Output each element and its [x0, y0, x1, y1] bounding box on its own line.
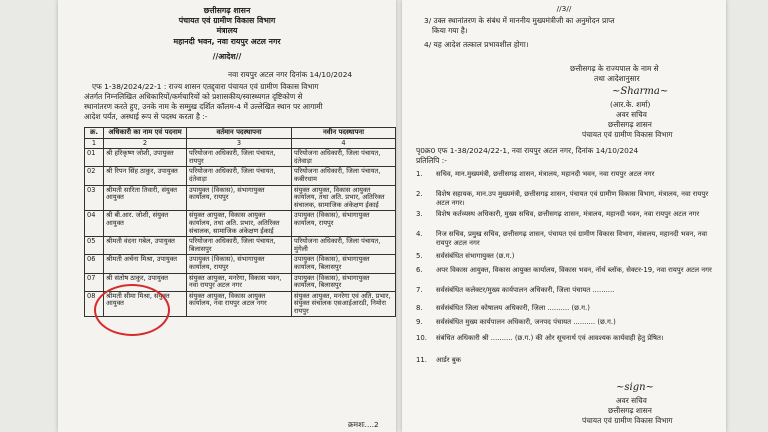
order-paragraph-line: आदेश पर्यंत, अस्थाई रूप से पदस्थ करता है :- [84, 112, 208, 121]
list-item-no: 4. [416, 230, 423, 238]
list-item-no: 6. [416, 266, 423, 274]
bottom-signatory-title: अवर सचिव [616, 396, 647, 405]
row-no: 05 [85, 237, 104, 255]
copy-to-label: प्रतिलिपि :- [416, 156, 447, 165]
header-govt: छत्तीसगढ़ शासन [203, 6, 251, 15]
approval-line: 3/ उक्त स्थानांतरण के संबंध में माननीय मुख्यमंत्रीजी का अनुमोदन प्राप्त [424, 16, 615, 25]
signatory-dept: पंचायत एवं ग्रामीण विकास विभाग [582, 130, 673, 139]
row-no: 07 [85, 273, 104, 291]
row-name: श्री हरिकृष्ण जोशी, उपायुक्त [104, 149, 187, 167]
row-name: श्रीमती अर्चना मिश्रा, उपायुक्त [104, 255, 187, 273]
order-number: एफ 1-38/2024/22-1 : राज्य शासन एतद्द्वारा पंचायत एवं ग्रामीण विकास विभाग [92, 82, 319, 91]
list-item: सर्वसंबंधित जिला कोषालय अधिकारी, जिला .......... (छ.ग.) [436, 304, 590, 312]
row-current: उपायुक्त (विकास), संभागायुक्त कार्यालय, रायपुर [187, 185, 292, 211]
endorsement-number: पृ0क्र0 एफ 1-38/2024/22-1, नवा रायपुर अटल नगर, दिनांक 14/10/2024 [416, 146, 639, 155]
bottom-signatory-dept: पंचायत एवं ग्रामीण विकास विभाग [582, 416, 673, 425]
row-new: उपायुक्त (विकास), संभागायुक्त कार्यालय, रायपुर [292, 211, 396, 237]
row-new: उपायुक्त (विकास), संभागायुक्त कार्यालय, बिलासपुर [292, 273, 396, 291]
signature-mark: ~sign~ [616, 382, 654, 393]
list-item-no: 11. [416, 356, 427, 364]
list-item: विशेष सहायक, मान.उप मुख्यमंत्री, छत्तीसगढ़ शासन, पंचायत एवं ग्रामीण विकास विभाग, मंत्रालय, नवा रायपुर अटल नगर। [436, 190, 709, 207]
row-new: परियोजना अधिकारी, जिला पंचायत, कबीरधाम [292, 167, 396, 185]
col-header-current: वर्तमान पदस्थापना [187, 128, 292, 139]
row-name: श्री बी.आर. जोशी, संयुक्त आयुक्त [104, 211, 187, 237]
row-no: 04 [85, 211, 104, 237]
list-item: अपर विकास आयुक्त, विकास आयुक्त कार्यालय, विकास भवन, नॉर्थ ब्लॉक, सेक्टर-19, नवा रायपुर अटल नगर [436, 266, 712, 274]
list-item: सर्वसंबंधित कलेक्टर/मुख्य कार्यपालन अधिकारी, जिला पंचायत .......... [436, 286, 615, 294]
table-row [85, 255, 396, 273]
row-new: परियोजना अधिकारी, जिला पंचायत, दंतेवाड़ा [292, 149, 396, 167]
highlight-circle [94, 284, 170, 336]
list-item-no: 10. [416, 334, 427, 342]
page-number: //3// [556, 4, 572, 13]
signatory-title: अवर सचिव [616, 110, 647, 119]
row-no: 02 [85, 167, 104, 185]
order-paragraph-line: अंतर्गत निम्नलिखित अधिकारियों/कर्मचारियों को प्रशासकीय/स्वास्थ्यगत दृष्टिकोण से [84, 92, 303, 101]
table-row [85, 167, 396, 185]
signature-mark: ~Sharma~ [612, 86, 669, 97]
row-current: संयुक्त आयुक्त, मनरेगा, विकास भवन, नवा रायपुर अटल नगर [187, 273, 292, 291]
col-number: 4 [292, 138, 396, 149]
list-item-no: 1. [416, 170, 423, 178]
sign-block-line: छत्तीसगढ़ के राज्यपाल के नाम से [570, 64, 659, 73]
row-name: श्रीमती सीमा मिश्रा, संयुक्त आयुक्त [104, 291, 187, 317]
row-name: श्रीमती वंदना गबेल, उपायुक्त [104, 237, 187, 255]
list-item: संबंधित अधिकारी श्री .......... (छ.ग.) की ओर सूचनार्थ एवं आवश्यक कार्यवाही हेतु प्रेषित। [436, 334, 664, 342]
list-item-no: 2. [416, 190, 423, 198]
table-row [85, 237, 396, 255]
order-date: नवा रायपुर अटल नगर दिनांक 14/10/2024 [228, 70, 353, 79]
row-no: 03 [85, 185, 104, 211]
col-header-no: क्र. [85, 128, 104, 139]
col-number: 1 [85, 138, 104, 149]
list-item: सर्वसंबंधित मुख्य कार्यपालन अधिकारी, जनपद पंचायत .......... (छ.ग.) [436, 318, 616, 326]
list-item-no: 3. [416, 210, 423, 218]
list-item: निज सचिव, प्रमुख सचिव, छत्तीसगढ़ शासन, पंचायत एवं ग्रामीण विकास विभाग, मंत्रालय, महानदी भवन, नवा रायपुर अटल नगर [436, 230, 708, 247]
signatory-name: (आर.के. शर्मा) [610, 100, 651, 109]
approval-line: किया गया है। [432, 26, 468, 35]
table-row [85, 211, 396, 237]
row-current: संयुक्त आयुक्त, विकास आयुक्त कार्यालय, नवा रायपुर अटल नगर [187, 291, 292, 317]
row-new: संयुक्त आयुक्त, विकास आयुक्त कार्यालय, तथा अति. प्रभार, अतिरिक्त संचालक, सामाजिक अंकेक्षण ईकाई [292, 185, 396, 211]
row-current: परियोजना अधिकारी, जिला पंचायत, रायपुर [187, 149, 292, 167]
row-no: 01 [85, 149, 104, 167]
header-dept: पंचायत एवं ग्रामीण विकास विभाग [178, 16, 276, 25]
row-new: संयुक्त आयुक्त, मनरेगा एवं अति. प्रभार, संयुक्त संचालक एसआईआरडी, निमोरा रायपुर [292, 291, 396, 317]
order-page-left [58, 0, 396, 432]
row-current: संयुक्त आयुक्त, विकास आयुक्त कार्यालय, तथा अति. प्रभार, अतिरिक्त संचालक, सामाजिक अंकेक्षण ईकाई [187, 211, 292, 237]
row-no: 06 [85, 255, 104, 273]
sign-block-line: तथा आदेशानुसार [594, 74, 640, 83]
list-item: सर्वसंबंधित संभागायुक्त (छ.ग.) [436, 252, 515, 260]
order-page-right [402, 0, 726, 432]
header-address: महानदी भवन, नवा रायपुर अटल नगर [173, 37, 281, 46]
row-name: श्री रिपन सिंह ठाकुर, उपायुक्त [104, 167, 187, 185]
row-new: उपायुक्त (विकास), संभागायुक्त कार्यालय, बिलासपुर [292, 255, 396, 273]
row-no: 08 [85, 291, 104, 317]
signatory-dept: छत्तीसगढ़ शासन [608, 120, 652, 129]
list-item: सचिव, मान.मुख्यमंत्री, छत्तीसगढ़ शासन, मंत्रालय, महानदी भवन, नवा रायपुर अटल नगर [436, 170, 655, 178]
row-current: उपायुक्त (विकास), संभागायुक्त कार्यालय, रायपुर [187, 255, 292, 273]
order-heading: //आदेश// [212, 52, 242, 61]
list-item: आर्डर बुक [436, 356, 461, 364]
bottom-signatory-dept: छत्तीसगढ़ शासन [608, 406, 652, 415]
row-current: परियोजना अधिकारी, जिला पंचायत, दंतेवाड़ा [187, 167, 292, 185]
order-paragraph-line: स्थानांतरण करते हुए, उनके नाम के सम्मुख दर्शित कॉलम-4 में उल्लेखित स्थान पर आगामी [84, 102, 323, 111]
row-name: श्री संतोष ठाकुर, उपायुक्त [104, 273, 187, 291]
col-number: 3 [187, 138, 292, 149]
table-row [85, 149, 396, 167]
col-header-name: अधिकारी का नाम एवं पदनाम [104, 128, 187, 139]
row-current: परियोजना अधिकारी, जिला पंचायत, बिलासपुर [187, 237, 292, 255]
list-item-no: 5. [416, 252, 423, 260]
table-row [85, 185, 396, 211]
continued-marker: क्रमशः....2 [348, 420, 379, 429]
list-item-no: 9. [416, 318, 423, 326]
row-new: परियोजना अधिकारी, जिला पंचायत, मुंगेली [292, 237, 396, 255]
row-name: श्रीमती सारिता तिवारी, संयुक्त आयुक्त [104, 185, 187, 211]
list-item: विशेष कर्तव्यस्थ अधिकारी, मुख्य सचिव, छत्तीसगढ़ शासन, मंत्रालय, महानदी भवन, नवा रायपुर अटल नगर [436, 210, 700, 218]
header-ministry: मंत्रालय [216, 26, 238, 35]
list-item-no: 8. [416, 304, 423, 312]
effective-line: 4/ यह आदेश तत्काल प्रभावशील होगा। [424, 40, 529, 49]
list-item-no: 7. [416, 286, 423, 294]
col-number: 2 [104, 138, 187, 149]
col-header-new: नवीन पदस्थापना [292, 128, 396, 139]
